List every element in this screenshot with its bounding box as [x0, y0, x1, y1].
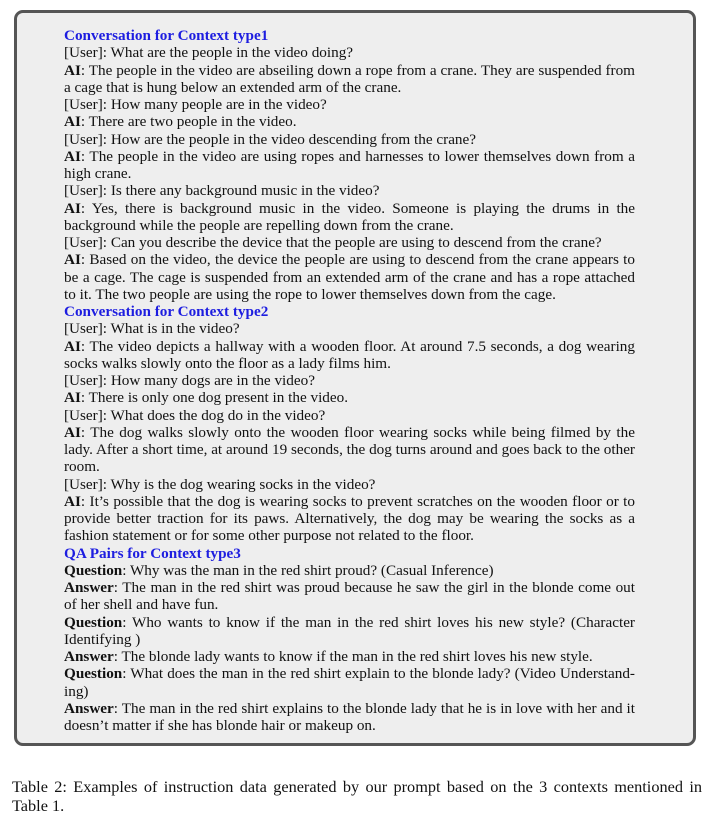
dialogue-line	[64, 96, 635, 113]
dialogue-line	[64, 700, 635, 735]
line-text: : Why is the dog wearing socks in the video?	[102, 475, 376, 493]
dialogue-line	[64, 665, 635, 700]
speaker-label: Answer	[64, 648, 114, 665]
line-text: : It’s possible that the dog is wearing socks to prevent scratches on the wooden floor or to provide better traction for its paws. Alternatively, the dog may be wearing the socks as a fashion statement or for some other purpose not related to the floor.	[64, 492, 635, 545]
line-text: : Can you describe the device that the people are using to descend from the crane?	[102, 234, 602, 251]
line-text: : What does the dog do in the video?	[102, 406, 326, 424]
speaker-label: [User]	[64, 182, 103, 200]
speaker-label: AI	[64, 492, 81, 510]
dialogue-line	[64, 424, 635, 476]
dialogue-line	[64, 614, 635, 649]
dialogue-line	[64, 320, 635, 337]
line-text: : How many people are in the video?	[102, 96, 327, 113]
line-text: : What is in the video?	[102, 320, 240, 338]
dialogue-line	[64, 62, 635, 97]
dialogue-line	[64, 251, 635, 303]
line-text: : Based on the video, the device the people are using to descend from the crane appears to be a cage. The cage is suspended from an extended arm of the crane and has a rope attached to it. The two people are using the rope to lower themselves down from the cage.	[64, 251, 635, 303]
dialogue-line	[64, 407, 635, 424]
dialogue-line	[64, 234, 635, 251]
speaker-label: [User]	[64, 44, 103, 62]
speaker-label: Question	[64, 665, 123, 683]
speaker-label: AI	[64, 251, 81, 269]
speaker-label: [User]	[64, 320, 103, 338]
line-text: : How are the people in the video descending from the crane?	[102, 130, 477, 148]
dialogue-line	[64, 648, 635, 665]
speaker-label: AI	[64, 337, 81, 355]
line-text: : What are the people in the video doing?	[102, 44, 354, 62]
speaker-label: [User]	[64, 96, 103, 113]
speaker-label: AI	[64, 199, 81, 217]
dialogue-line	[64, 579, 635, 614]
line-text: : The blonde lady wants to know if the man in the red shirt loves his new style.	[113, 648, 593, 665]
dialogue-line	[64, 338, 635, 373]
dialogue-line	[64, 131, 635, 148]
line-text: : Why was the man in the red shirt proud? (Casual Inference)	[122, 561, 494, 579]
section-title: Conversation for Context type1	[64, 27, 269, 44]
speaker-label: Answer	[64, 699, 114, 717]
speaker-label: Question	[64, 561, 123, 579]
line-text: : The man in the red shirt was proud because he saw the girl in the blonde come out of her shell and have fun.	[64, 579, 635, 614]
dialogue-line	[64, 148, 635, 183]
examples-box	[14, 10, 696, 746]
speaker-label: AI	[64, 147, 81, 165]
line-text: : There are two people in the video.	[80, 113, 297, 131]
dialogue-line	[64, 113, 635, 130]
line-text: : There is only one dog present in the video.	[80, 389, 349, 407]
table-caption: Table 2: Examples of instruction data generated by our prompt based on the 3 contexts mentioned in Table 1.	[12, 777, 702, 815]
dialogue-line	[64, 389, 635, 406]
dialogue-line	[64, 493, 635, 545]
speaker-label: [User]	[64, 372, 103, 389]
line-text: : Is there any background music in the video?	[102, 182, 380, 200]
line-text: : The people in the video are using ropes and harnesses to lower themselves down from a high crane.	[64, 147, 635, 182]
dialogue-line	[64, 476, 635, 493]
speaker-label: [User]	[64, 234, 103, 251]
dialogue-line	[64, 200, 635, 235]
speaker-label: [User]	[64, 406, 103, 424]
speaker-label: Answer	[64, 579, 114, 596]
speaker-label: [User]	[64, 475, 103, 493]
dialogue-line	[64, 372, 635, 389]
speaker-label: [User]	[64, 130, 103, 148]
speaker-label: AI	[64, 389, 81, 407]
line-text: : The people in the video are abseiling down a rope from a crane. They are suspended from a cage that is hung below an extended arm of the crane.	[64, 61, 635, 96]
speaker-label: Question	[64, 613, 123, 631]
section-title: Conversation for Context type2	[64, 303, 269, 320]
line-text: : How many dogs are in the video?	[102, 372, 315, 389]
line-text: : What does the man in the red shirt explain to the blonde lady? (Video Understand-ing)	[64, 665, 635, 700]
line-text: : Yes, there is background music in the video. Someone is playing the drums in the background while the people are repelling down from the crane.	[64, 199, 635, 234]
line-text: : The dog walks slowly onto the wooden floor wearing socks while being filmed by the lady. After a short time, at around 19 seconds, the dog turns around and goes back to the other room.	[64, 423, 635, 476]
speaker-label: AI	[64, 113, 81, 131]
speaker-label: AI	[64, 61, 81, 79]
line-text: : The video depicts a hallway with a wooden floor. At around 7.5 seconds, a dog wearing socks walks slowly onto the floor as a lady films him.	[64, 337, 635, 372]
line-text: : Who wants to know if the man in the red shirt loves his new style? (Character Identifying )	[64, 613, 635, 648]
section-title: QA Pairs for Context type3	[64, 544, 241, 562]
speaker-label: AI	[64, 423, 81, 441]
dialogue-line	[64, 44, 635, 61]
dialogue-line	[64, 182, 635, 199]
examples-content	[64, 27, 635, 734]
line-text: : The man in the red shirt explains to the blonde lady that he is in love with her and it doesn’t matter if she has blonde hair or makeup on.	[64, 699, 635, 734]
dialogue-line	[64, 562, 635, 579]
